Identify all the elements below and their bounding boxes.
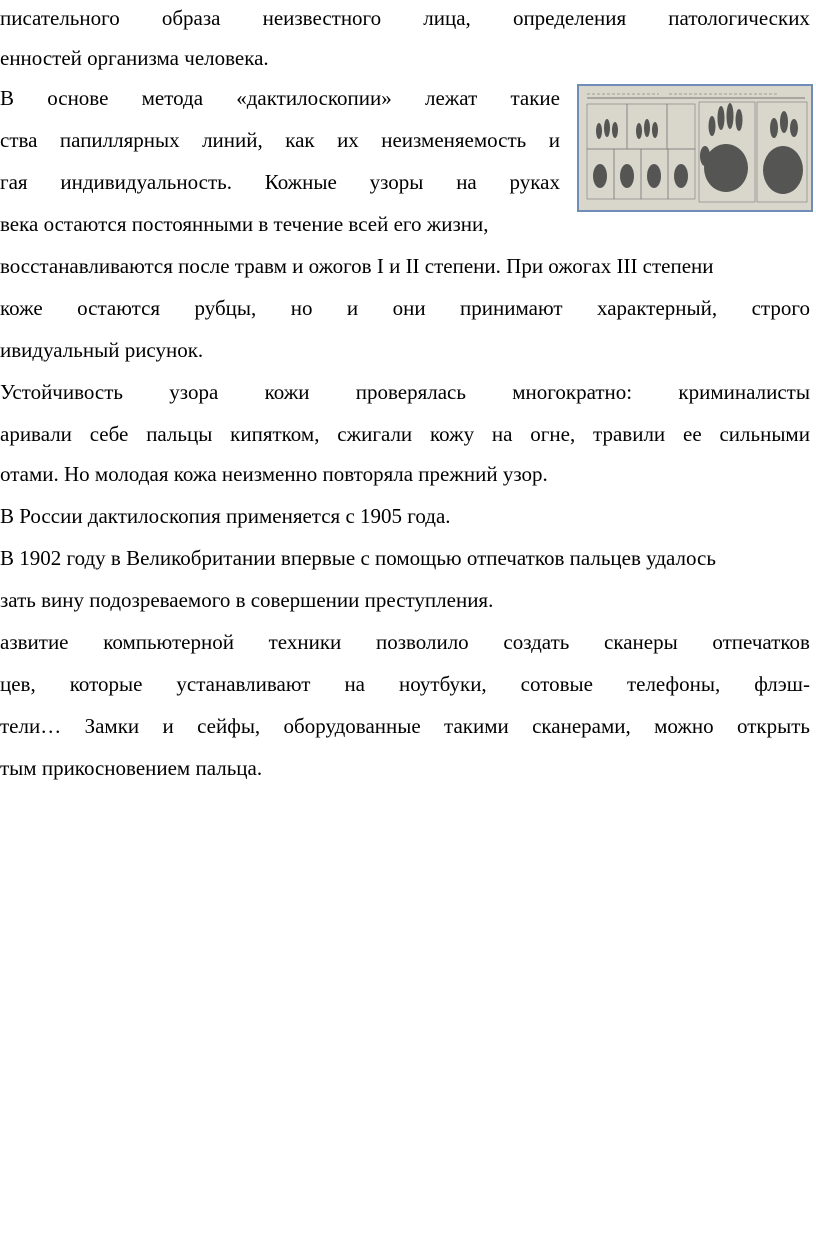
word: техники bbox=[268, 630, 342, 654]
text-line: отами. Но молодая кожа неизменно повторяла прежний узор. bbox=[0, 462, 548, 486]
word: такими bbox=[444, 714, 509, 738]
word: как bbox=[285, 128, 315, 152]
word: остаются bbox=[77, 296, 161, 320]
word: рубцы, bbox=[194, 296, 257, 320]
word: коже bbox=[0, 296, 43, 320]
word: строго bbox=[751, 296, 810, 320]
word: ноутбуки, bbox=[398, 672, 487, 696]
word: индивидуальность. bbox=[60, 170, 232, 194]
word: В bbox=[0, 86, 15, 110]
word: «дактилоскопии» bbox=[236, 86, 392, 110]
word: папиллярных bbox=[59, 128, 180, 152]
word: травили bbox=[593, 422, 666, 446]
word: цев, bbox=[0, 672, 36, 696]
word: их bbox=[337, 128, 359, 152]
word: лежат bbox=[424, 86, 478, 110]
word: позволило bbox=[375, 630, 469, 654]
word: узоры bbox=[369, 170, 424, 194]
word: сканеры bbox=[604, 630, 678, 654]
word: гая bbox=[0, 170, 28, 194]
word: сильными bbox=[719, 422, 810, 446]
word: на bbox=[491, 422, 513, 446]
word: руках bbox=[509, 170, 560, 194]
text-line bbox=[0, 712, 810, 740]
word: можно bbox=[654, 714, 714, 738]
word: кипятком, bbox=[230, 422, 320, 446]
word: азвитие bbox=[0, 630, 69, 654]
text-line bbox=[0, 126, 560, 154]
word: кожу bbox=[429, 422, 475, 446]
word: и bbox=[162, 714, 174, 738]
word: такие bbox=[510, 86, 560, 110]
text-line bbox=[0, 294, 810, 322]
text-line: зать вину подозреваемого в совершении преступления. bbox=[0, 588, 494, 612]
word: линий, bbox=[202, 128, 263, 152]
word: аривали bbox=[0, 422, 72, 446]
word: на bbox=[456, 170, 477, 194]
text-line bbox=[0, 84, 560, 112]
word: сканерами, bbox=[532, 714, 631, 738]
word: пальцы bbox=[146, 422, 213, 446]
text-line: В России дактилоскопия применяется с 1905 года. bbox=[0, 504, 451, 528]
text-line bbox=[0, 670, 810, 698]
word: неизвестного bbox=[262, 6, 382, 30]
word: флэш- bbox=[754, 672, 810, 696]
word: сейфы, bbox=[197, 714, 261, 738]
word: патологических bbox=[668, 6, 810, 30]
word: многократно: bbox=[512, 380, 633, 404]
text-line: енностей организма человека. bbox=[0, 46, 269, 70]
text-line bbox=[0, 628, 810, 656]
text-line: века остаются постоянными в течение всей его жизни, bbox=[0, 212, 489, 236]
word: оборудованные bbox=[283, 714, 421, 738]
word: образа bbox=[161, 6, 221, 30]
text-line: восстанавливаются после травм и ожогов I и II степени. При ожогах III степени bbox=[0, 254, 714, 278]
word: компьютерной bbox=[103, 630, 234, 654]
word: определения bbox=[512, 6, 627, 30]
text-line: тым прикосновением пальца. bbox=[0, 756, 263, 780]
fingerprint-card-image bbox=[577, 84, 813, 212]
word: огне, bbox=[530, 422, 576, 446]
word: Замки bbox=[84, 714, 140, 738]
word: лица, bbox=[423, 6, 471, 30]
word: и bbox=[346, 296, 359, 320]
word: метода bbox=[141, 86, 204, 110]
word: открыть bbox=[736, 714, 810, 738]
word: телефоны, bbox=[626, 672, 721, 696]
word: отпечатков bbox=[712, 630, 810, 654]
word: Устойчивость bbox=[0, 380, 123, 404]
word: на bbox=[344, 672, 365, 696]
word: ства bbox=[0, 128, 38, 152]
word: Кожные bbox=[264, 170, 337, 194]
word: узора bbox=[169, 380, 219, 404]
word: сжигали bbox=[337, 422, 413, 446]
word: проверялась bbox=[355, 380, 466, 404]
word: но bbox=[290, 296, 313, 320]
word: кожи bbox=[264, 380, 310, 404]
text-line bbox=[0, 4, 810, 32]
word: себе bbox=[89, 422, 129, 446]
word: характерный, bbox=[597, 296, 718, 320]
word: писательного bbox=[0, 6, 120, 30]
word: они bbox=[392, 296, 426, 320]
word: создать bbox=[503, 630, 570, 654]
word: тели… bbox=[0, 714, 62, 738]
text-line: ивидуальный рисунок. bbox=[0, 338, 204, 362]
word: которые bbox=[69, 672, 143, 696]
word: сотовые bbox=[520, 672, 593, 696]
word: ее bbox=[683, 422, 702, 446]
word: криминалисты bbox=[678, 380, 810, 404]
word: и bbox=[548, 128, 560, 152]
word: устанавливают bbox=[176, 672, 311, 696]
text-line bbox=[0, 168, 560, 196]
word: основе bbox=[47, 86, 109, 110]
text-line bbox=[0, 378, 810, 406]
text-line: В 1902 году в Великобритании впервые с помощью отпечатков пальцев удалось bbox=[0, 546, 716, 570]
word: неизменяемость bbox=[381, 128, 527, 152]
text-line bbox=[0, 420, 810, 448]
word: принимают bbox=[460, 296, 563, 320]
